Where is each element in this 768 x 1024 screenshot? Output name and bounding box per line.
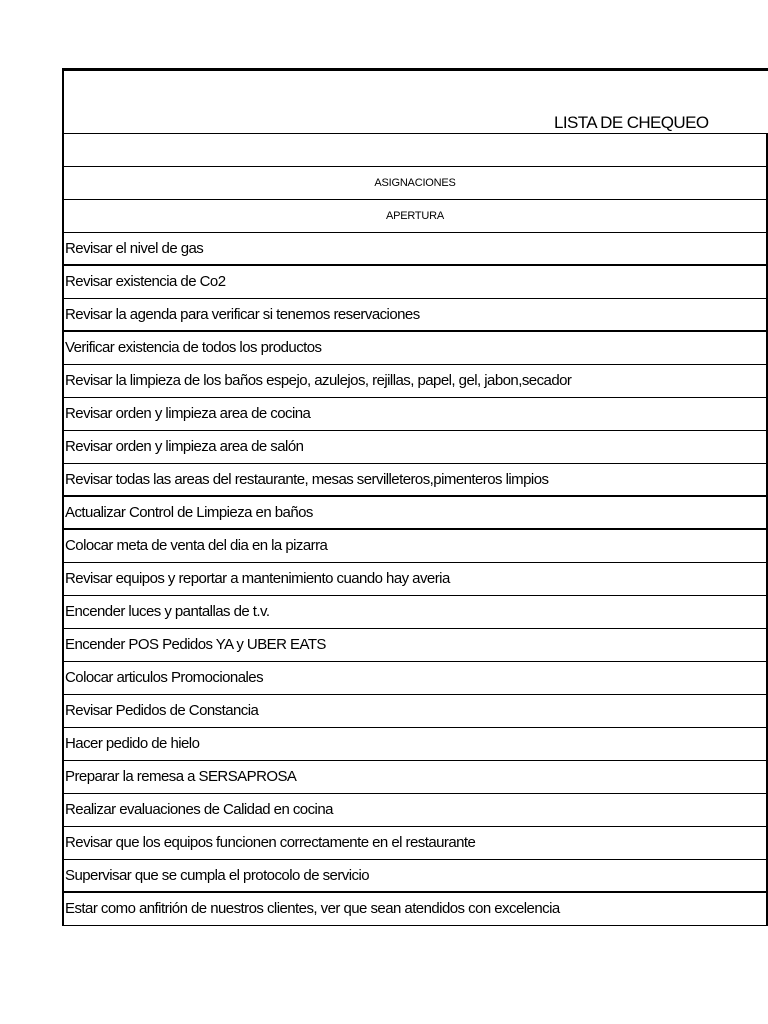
task-label: Encender POS Pedidos YA y UBER EATS <box>65 636 326 653</box>
task-row <box>62 695 768 728</box>
task-label: Preparar la remesa a SERSAPROSA <box>65 768 297 785</box>
task-row <box>62 794 768 827</box>
task-row <box>62 497 768 530</box>
task-row <box>62 332 768 365</box>
task-label: Estar como anfitrión de nuestros clientes, ver que sean atendidos con excelencia <box>65 900 560 917</box>
task-label: Realizar evaluaciones de Calidad en cocina <box>65 801 333 818</box>
task-row <box>62 530 768 563</box>
empty-row <box>62 134 768 167</box>
page-title: LISTA DE CHEQUEO <box>554 113 709 132</box>
task-row <box>62 596 768 629</box>
task-label: Actualizar Control de Limpieza en baños <box>65 504 313 521</box>
checklist-sheet <box>62 68 768 928</box>
task-label: Revisar la agenda para verificar si tenemos reservaciones <box>65 306 420 323</box>
task-label: Revisar orden y limpieza area de salón <box>65 438 304 455</box>
task-label: Revisar todas las areas del restaurante, mesas servilleteros,pimenteros limpios <box>65 471 549 488</box>
task-label: Revisar el nivel de gas <box>65 240 204 257</box>
task-row <box>62 893 768 926</box>
apertura-header: APERTURA <box>385 210 445 222</box>
task-row <box>62 266 768 299</box>
task-row <box>62 365 768 398</box>
task-label: Colocar articulos Promocionales <box>65 669 264 686</box>
task-label: Verificar existencia de todos los productos <box>65 339 322 356</box>
task-row <box>62 431 768 464</box>
asignaciones-header-row <box>62 167 768 200</box>
task-row <box>62 629 768 662</box>
task-label: Revisar equipos y reportar a mantenimiento cuando hay averia <box>65 570 450 587</box>
task-row <box>62 662 768 695</box>
task-row <box>62 563 768 596</box>
title-row <box>62 68 768 134</box>
task-label: Revisar la limpieza de los baños espejo, azulejos, rejillas, papel, gel, jabon,secador <box>65 372 572 389</box>
task-label: Revisar Pedidos de Constancia <box>65 702 259 719</box>
task-label: Revisar que los equipos funcionen correctamente en el restaurante <box>65 834 476 851</box>
task-label: Colocar meta de venta del dia en la pizarra <box>65 537 328 554</box>
task-label: Supervisar que se cumpla el protocolo de servicio <box>65 867 370 884</box>
task-label: Encender luces y pantallas de t.v. <box>65 603 270 620</box>
task-label: Revisar orden y limpieza area de cocina <box>65 405 311 422</box>
task-row <box>62 728 768 761</box>
task-row <box>62 299 768 332</box>
task-row <box>62 761 768 794</box>
task-row <box>62 860 768 893</box>
task-row <box>62 233 768 266</box>
task-label: Hacer pedido de hielo <box>65 735 200 752</box>
task-row <box>62 464 768 497</box>
task-row <box>62 398 768 431</box>
asignaciones-header: ASIGNACIONES <box>374 177 456 189</box>
apertura-header-row <box>62 200 768 233</box>
task-label: Revisar existencia de Co2 <box>65 273 226 290</box>
task-row <box>62 827 768 860</box>
